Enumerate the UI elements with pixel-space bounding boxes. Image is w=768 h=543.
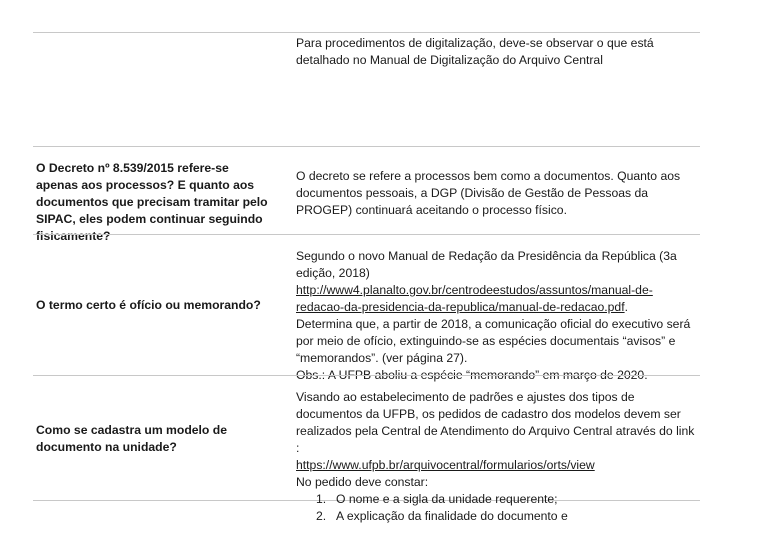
faq-answer <box>296 35 696 69</box>
answer-list-intro: No pedido deve constar: <box>296 475 429 489</box>
formularios-link[interactable]: https://www.ufpb.br/arquivocentral/formularios/orts/view <box>296 458 595 472</box>
faq-answer <box>296 248 696 384</box>
list-item-text: O nome e a sigla da unidade requerente; <box>336 492 558 506</box>
answer-obs: Obs.: A UFPB aboliu a espécie “memorando” em março de 2020. <box>296 368 648 382</box>
list-item <box>296 508 696 525</box>
link-suffix: . <box>624 300 628 314</box>
faq-question: O Decreto nº 8.539/2015 refere-se apenas aos processos? E quanto aos documentos que precisam tramitar pelo SIPAC, eles podem continuar seguindo fisicamente? <box>36 161 268 243</box>
answer-body: Determina que, a partir de 2018, a comunicação oficial do executivo será por meio de ofício, extinguindo-se as espécies documentais “avisos” e “memorandos”. (ver página 27). <box>296 317 691 365</box>
answer-text: O decreto se refere a processos bem como a documentos. Quanto aos documentos pessoais, a DGP (Divisão de Gestão de Pessoas da PROGEP) continuará aceitando o processo físico. <box>296 169 681 217</box>
faq-answer <box>296 168 696 219</box>
list-number: 2. <box>316 509 327 523</box>
faq-question: O termo certo é ofício ou memorando? <box>36 298 261 312</box>
list-number: 1. <box>316 492 327 506</box>
list-item <box>296 491 696 508</box>
faq-row-oficio-memorando <box>33 234 700 382</box>
faq-row-digitalizacao <box>33 32 700 147</box>
requirements-list <box>296 491 696 525</box>
answer-intro: Visando ao estabelecimento de padrões e ajustes dos tipos de documentos da UFPB, os pedidos de cadastro dos modelos devem ser realizados pela Central de Atendimento do Arquivo Central através do link : <box>296 390 695 455</box>
list-item-text: A explicação da finalidade do documento e <box>336 509 568 523</box>
faq-answer <box>296 389 696 525</box>
answer-text <box>296 248 696 316</box>
answer-text: Para procedimentos de digitalização, deve-se observar o que está detalhado no Manual de Digitalização do Arquivo Central <box>296 36 654 67</box>
manual-redacao-link[interactable]: http://www4.planalto.gov.br/centrodeestudos/assuntos/manual-de-redacao-da-presidencia-da-republica/manual-de-redacao.pdf <box>296 283 653 314</box>
answer-intro: Segundo o novo Manual de Redação da Presidência da República (3a edição, 2018) <box>296 249 677 280</box>
faq-row-decreto <box>33 146 700 243</box>
faq-row-cadastro-modelo <box>33 375 700 523</box>
faq-question: Como se cadastra um modelo de documento na unidade? <box>36 423 227 454</box>
